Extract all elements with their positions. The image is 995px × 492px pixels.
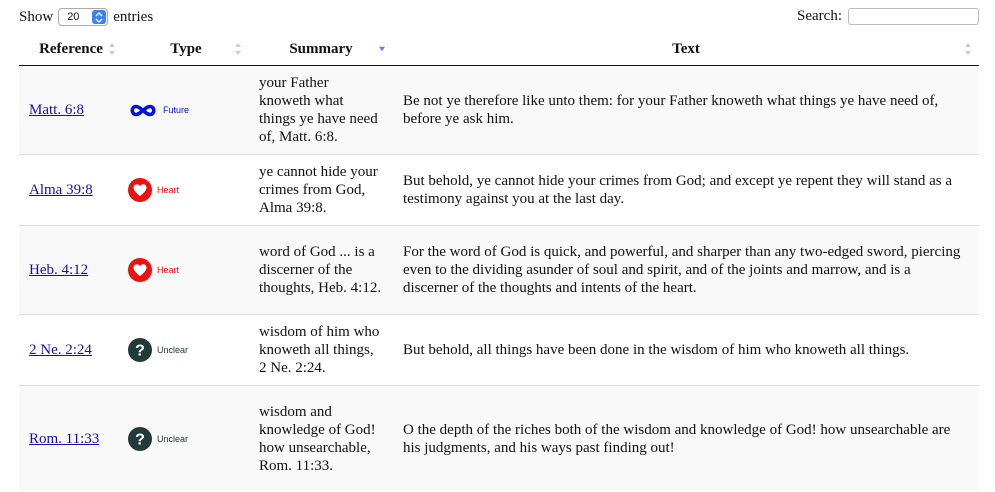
chevron-updown-icon xyxy=(92,10,106,24)
infinity-icon xyxy=(128,103,158,118)
text-cell: But behold, all things have been done in the wisdom of him who knoweth all things. xyxy=(393,315,979,386)
table-row xyxy=(19,226,979,315)
svg-text:?: ? xyxy=(135,342,145,360)
summary-cell: word of God ... is a discerner of the thoughts, Heb. 4:12. xyxy=(249,226,393,315)
header-label: Reference xyxy=(39,40,103,57)
header-label: Text xyxy=(672,40,700,57)
svg-text:?: ? xyxy=(135,431,145,448)
heart-icon xyxy=(128,178,152,202)
text-cell: For the word of God is quick, and powerful, and sharper than any two-edged sword, piercing even to the dividing asunder of soul and spirit, and of the joints and marrow, and is a discerner of the thoughts and intents of the heart. xyxy=(393,226,979,315)
header-type[interactable] xyxy=(123,33,249,66)
sort-both-icon xyxy=(965,42,971,56)
search-control xyxy=(797,8,979,25)
header-row xyxy=(19,33,979,66)
length-control xyxy=(19,8,153,26)
search-label: Search: xyxy=(797,8,842,24)
type-label: Future xyxy=(163,105,190,115)
header-text[interactable] xyxy=(393,33,979,66)
text-cell: O the depth of the riches both of the wisdom and knowledge of God! how unsearchable are his judgments, and his ways past finding out! xyxy=(393,386,979,492)
show-label: Show xyxy=(19,8,54,25)
summary-cell: your Father knoweth what things ye have need of, Matt. 6:8. xyxy=(249,66,393,155)
entries-label: entries xyxy=(113,8,154,25)
reference-link[interactable]: Rom. 11:33 xyxy=(29,430,100,447)
table-row xyxy=(19,386,979,492)
header-reference[interactable] xyxy=(19,33,123,66)
type-label: Unclear xyxy=(157,345,189,355)
header-label: Summary xyxy=(289,40,353,57)
type-badge xyxy=(128,101,239,119)
heart-icon xyxy=(128,258,152,282)
header-summary[interactable] xyxy=(249,33,393,66)
reference-link[interactable]: Heb. 4:12 xyxy=(29,262,89,278)
question-icon xyxy=(128,427,152,451)
type-label: Heart xyxy=(157,185,180,195)
page-length-select[interactable] xyxy=(58,8,108,26)
text-cell: Be not ye therefore like unto them: for your Father knoweth what things ye have need of, before ye ask him. xyxy=(393,66,979,155)
sort-both-icon xyxy=(235,42,241,56)
type-badge xyxy=(128,258,239,282)
page-length-value: 20 xyxy=(67,11,80,23)
type-badge xyxy=(128,338,239,362)
table-row xyxy=(19,66,979,155)
question-icon xyxy=(128,338,152,362)
header-label: Type xyxy=(170,40,202,57)
search-input[interactable] xyxy=(848,8,979,25)
table-row xyxy=(19,155,979,226)
type-label: Unclear xyxy=(157,433,189,444)
reference-link[interactable]: Alma 39:8 xyxy=(29,182,93,198)
summary-cell: wisdom and knowledge of God! how unsearchable, Rom. 11:33. xyxy=(249,386,393,492)
reference-link[interactable]: Matt. 6:8 xyxy=(29,102,84,118)
text-cell: But behold, ye cannot hide your crimes from God; and except ye repent they will stand as a testimony against you at the last day. xyxy=(393,155,979,226)
reference-link[interactable]: 2 Ne. 2:24 xyxy=(29,342,92,358)
sort-both-icon xyxy=(109,42,115,56)
type-label: Heart xyxy=(157,265,180,275)
type-badge xyxy=(128,178,239,202)
data-table xyxy=(19,33,979,491)
summary-cell: wisdom of him who knoweth all things, 2 Ne. 2:24. xyxy=(249,315,393,386)
table-row xyxy=(19,315,979,386)
type-badge xyxy=(128,427,239,451)
sort-desc-icon xyxy=(379,46,385,52)
summary-cell: ye cannot hide your crimes from God, Alma 39:8. xyxy=(249,155,393,226)
